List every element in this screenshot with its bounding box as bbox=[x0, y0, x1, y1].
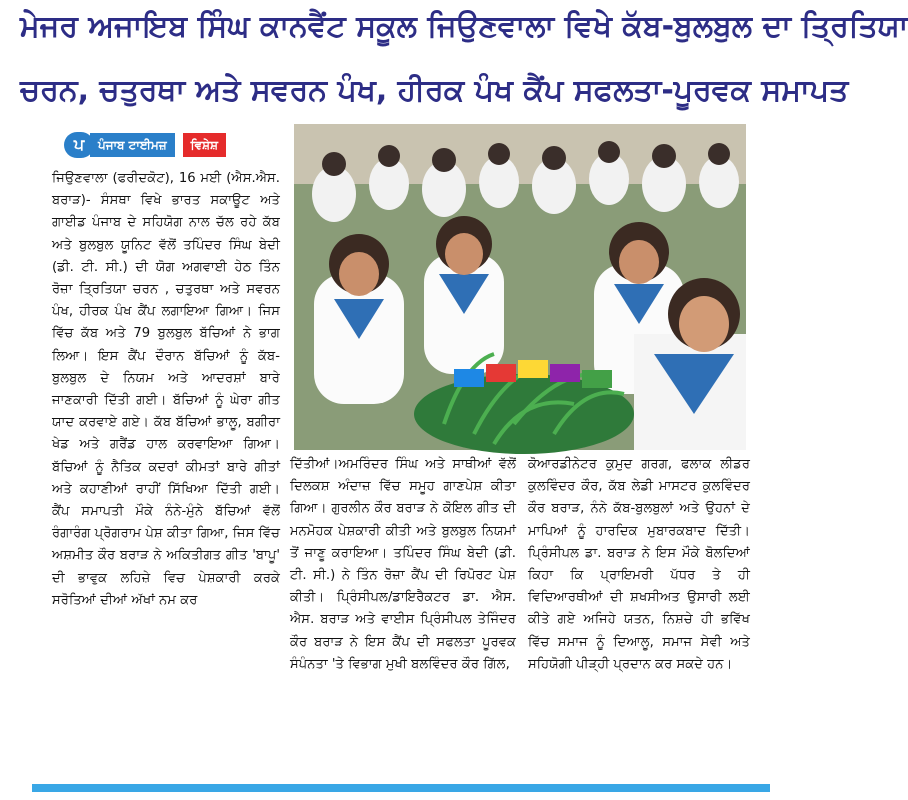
footer-bar bbox=[32, 784, 770, 792]
headline-line-1: ਮੇਜਰ ਅਜਾਇਬ ਸਿੰਘ ਕਾਨਵੈਂਟ ਸਕੂਲ ਜਿਉਣਵਾਲਾ ਵਿਖੇ ਕੱਬ-ਬੁਲਬੁਲ ਦਾ ਤ੍ਰਿਤਿਯਾ bbox=[20, 9, 908, 44]
headline-line-2: ਚਰਨ, ਚਤੁਰਥਾ ਅਤੇ ਸਵਰਨ ਪੰਖ, ਹੀਰਕ ਪੰਖ ਕੈਂਪ ਸਫਲਤਾ-ਪੂਰਵਕ ਸਮਾਪਤ bbox=[20, 73, 849, 108]
article-column-1: ਜਿਉਣਵਾਲਾ (ਫਰੀਦਕੋਟ), 16 ਮਈ (ਐਸ.ਐਸ. ਬਰਾੜ)- ਸੰਸਥਾ ਵਿਖੇ ਭਾਰਤ ਸਕਾਊਟ ਅਤੇ ਗਾਈਡ ਪੰਜਾਬ ਦੇ ਸਹਿਯੋਗ ਨਾਲ ਚੱਲ ਰਹੇ ਕੱਬ ਅਤੇ ਬੁਲਬੁਲ ਯੂਨਿਟ ਵੱਲੋਂ ਤਪਿੰਦਰ ਸਿੰਘ ਬੇਦੀ (ਡੀ. ਟੀ. ਸੀ.) ਦੀ ਯੋਗ ਅਗਵਾਈ ਹੇਠ ਤਿੰਨ ਰੋਜ਼ਾ ਤ੍ਰਿਤਿਯਾ ਚਰਨ , ਚਤੁਰਥਾ ਅਤੇ ਸਵਰਨ ਪੰਖ, ਹੀਰਕ ਪੰਖ ਕੈਂਪ ਲਗਾਇਆ ਗਿਆ। ਜਿਸ ਵਿੱਚ ਕੱਬ ਅਤੇ 79 ਬੁਲਬੁਲ ਬੱਚਿਆਂ ਨੇ ਭਾਗ ਲਿਆ। ਇਸ ਕੈਂਪ ਦੌਰਾਨ ਬੱਚਿਆਂ ਨੂੰ ਕੱਬ-ਬੁਲਬੁਲ ਦੇ ਨਿਯਮ ਅਤੇ ਆਦਰਸ਼ਾਂ ਬਾਰੇ ਜਾਣਕਾਰੀ ਦਿੱਤੀ ਗਈ। ਬੱਚਿਆਂ ਨੂੰ ਘੇਰਾ ਗੀਤ ਯਾਦ ਕਰਵਾਏ ਗਏ। ਕੱਬ ਬੱਚਿਆਂ ਭਾਲੂ, ਬਗੀਰਾ ਖੇਡ ਅਤੇ ਗਰੈਂਡ ਹਾਲ ਕਰਵਾਇਆ ਗਿਆ। ਬੱਚਿਆਂ ਨੂੰ ਨੈਤਿਕ ਕਦਰਾਂ ਕੀਮਤਾਂ ਬਾਰੇ ਗੀਤਾਂ ਅਤੇ ਕਹਾਣੀਆਂ ਰਾਹੀਂ ਸਿੱਖਿਆ ਦਿੱਤੀ ਗਈ। ਕੈਂਪ ਸਮਾਪਤੀ ਮੌਕੇ ਨੰਨੇ-ਮੁੰਨੇ ਬੱਚਿਆਂ ਵੱਲੋਂ ਰੰਗਾਰੰਗ ਪ੍ਰੋਗਰਾਮ ਪੇਸ਼ ਕੀਤਾ ਗਿਆ, ਜਿਸ ਵਿੱਚ ਅਸ਼ਮੀਤ ਕੌਰ ਬਰਾੜ ਨੇ ਅਕਿਤੀਗਤ ਗੀਤ 'ਬਾਪੂ' ਦੀ ਭਾਵੁਕ ਲਹਿਜ਼ੇ ਵਿਚ ਪੇਸ਼ਕਾਰੀ ਕਰਕੇ ਸਰੋਤਿਆਂ ਦੀਆਂ ਅੱਖਾਂ ਨਮ ਕਰ bbox=[52, 171, 280, 608]
publication-logo-icon: ਪ bbox=[64, 132, 94, 158]
publication-masthead bbox=[64, 132, 226, 158]
article-column-3: ਕੋਆਰਡੀਨੇਟਰ ਕੁਮੁਦ ਗਰਗ, ਫਲਾਕ ਲੀਡਰ ਕੁਲਵਿੰਦਰ ਕੌਰ, ਕੱਬ ਲੇਡੀ ਮਾਸਟਰ ਕੁਲਵਿੰਦਰ ਕੌਰ ਬਰਾੜ, ਨੰਨੇ ਕੱਬ-ਬੁਲਬੁਲਾਂ ਅਤੇ ਉਹਨਾਂ ਦੇ ਮਾਪਿਆਂ ਨੂੰ ਹਾਰਦਿਕ ਮੁਬਾਰਕਬਾਦ ਦਿੱਤੀ। ਪ੍ਰਿੰਸੀਪਲ ਡਾ. ਬਰਾੜ ਨੇ ਇਸ ਮੌਕੇ ਬੋਲਦਿਆਂ ਕਿਹਾ ਕਿ ਪ੍ਰਾਇਮਰੀ ਪੱਧਰ ਤੇ ਹੀ ਵਿਦਿਆਰਥੀਆਂ ਦੀ ਸ਼ਖਸੀਅਤ ਉਸਾਰੀ ਲਈ ਕੀਤੇ ਗਏ ਅਜਿਹੇ ਯਤਨ, ਨਿਸ਼ਚੇ ਹੀ ਭਵਿੱਖ ਵਿੱਚ ਸਮਾਜ ਨੂੰ ਦਿਆਲੂ, ਸਮਾਜ ਸੇਵੀ ਅਤੇ ਸਹਿਯੋਗੀ ਪੀੜ੍ਹੀ ਪ੍ਰਦਾਨ ਕਰ ਸਕਦੇ ਹਨ। bbox=[528, 457, 750, 672]
publication-brand: ਪੰਜਾਬ ਟਾਈਮਜ਼ bbox=[90, 133, 175, 157]
article-photo bbox=[294, 124, 746, 450]
special-tag: ਵਿਸ਼ੇਸ਼ bbox=[183, 133, 226, 157]
article-column-2: ਦਿੱਤੀਆਂ।ਅਮਰਿੰਦਰ ਸਿੰਘ ਅਤੇ ਸਾਥੀਆਂ ਵੱਲੋਂ ਦਿਲਕਸ਼ ਅੰਦਾਜ਼ ਵਿੱਚ ਸਮੂਹ ਗਾਣਪੇਸ਼ ਕੀਤਾ ਗਿਆ। ਗੁਰਲੀਨ ਕੌਰ ਬਰਾੜ ਨੇ ਕੋਇਲ ਗੀਤ ਦੀ ਮਨਮੋਹਕ ਪੇਸ਼ਕਾਰੀ ਕੀਤੀ ਅਤੇ ਬੁਲਬੁਲ ਨਿਯਮਾਂ ਤੋਂ ਜਾਣੂ ਕਰਾਇਆ। ਤਪਿੰਦਰ ਸਿੰਘ ਬੇਦੀ (ਡੀ. ਟੀ. ਸੀ.) ਨੇ ਤਿੰਨ ਰੋਜ਼ਾ ਕੈਂਪ ਦੀ ਰਿਪੋਰਟ ਪੇਸ਼ ਕੀਤੀ। ਪ੍ਰਿੰਸੀਪਲ/ਡਾਇਰੈਕਟਰ ਡਾ. ਐਸ. ਐਸ. ਬਰਾੜ ਅਤੇ ਵਾਈਸ ਪ੍ਰਿੰਸੀਪਲ ਤੇਜਿੰਦਰ ਕੌਰ ਬਰਾੜ ਨੇ ਇਸ ਕੈਂਪ ਦੀ ਸਫਲਤਾ ਪੂਰਵਕ ਸੰਪੰਨਤਾ 'ਤੇ ਵਿਭਾਗ ਮੁਖੀ ਬਲਵਿੰਦਰ ਕੌਰ ਗਿੱਲ, bbox=[290, 457, 516, 672]
photo-illustration bbox=[294, 124, 746, 450]
